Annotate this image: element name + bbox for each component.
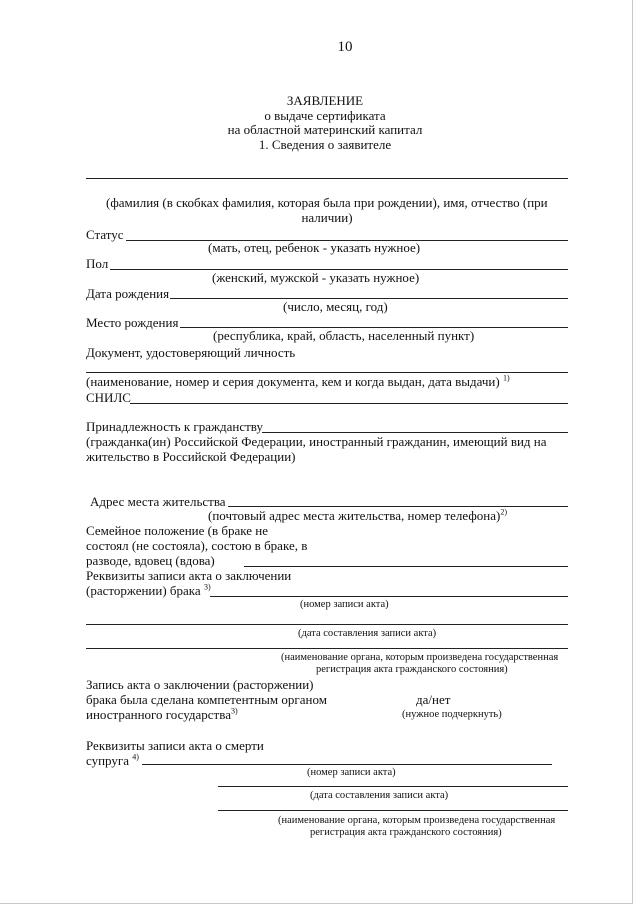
id-doc-hint: (наименование, номер и серия документа, кем и когда выдан, дата выдачи) $^{1)}$ [86,373,510,389]
id-doc-label: Документ, удостоверяющий личность [86,345,296,360]
sex-label: Пол [86,256,109,271]
fio-hint-1: (фамилия (в скобках фамилия, которая была при рождении), имя, отчество (при [106,195,548,210]
underline-hint: (нужное подчеркнуть) [402,709,502,720]
foreign-label-3: иностранного государства$^{3)}$ [86,706,238,722]
page-number: 10 [337,39,353,55]
death-date-hint: (дата составления записи акта) [310,790,449,801]
marital-label-2: состоял (не состояла), состою в браке, в [86,538,308,553]
fio-hint-2: наличии) [301,210,353,225]
document-subtitle-1: о выдаче сертификата [264,108,386,123]
foreign-label-1: Запись акта о заключении (расторжении) [86,677,314,692]
death-organ-hint-1: (наименование органа, которым произведена государственная [278,815,556,826]
death-organ-line[interactable] [218,810,568,811]
birth-place-label: Место рождения [86,315,179,330]
marital-label-3: разводе, вдовец (вдова) [86,553,215,568]
marriage-record-number-line[interactable] [210,596,568,597]
snils-label: СНИЛС [86,390,131,405]
citizenship-line[interactable] [262,432,568,433]
death-record-label-2: супруга $^{4)}$ [86,752,139,768]
footnote-3: 3) [203,582,211,592]
footnote-1: 1) [502,373,510,383]
document-subtitle-2: на областной материнский капитал [227,122,423,137]
address-label: Адрес места жительства [90,494,226,509]
foreign-label-2: брака была сделана компетентным органом [86,692,327,707]
marital-label-1: Семейное положение (в браке не [86,523,268,538]
status-label: Статус [86,227,124,242]
address-line[interactable] [228,506,568,507]
footnote-2: 2) [500,507,507,517]
birth-date-label: Дата рождения [86,286,170,301]
death-record-label-1: Реквизиты записи акта о смерти [86,738,264,753]
address-hint: (почтовый адрес места жительства, номер телефона)$^{2)}$ [208,507,507,523]
status-hint: (мать, отец, ребенок - указать нужное) [208,240,421,255]
death-record-number-line[interactable] [142,764,552,765]
marriage-record-label-1: Реквизиты записи акта о заключении [86,568,292,583]
birth-place-hint: (республика, край, область, населенный пункт) [213,328,475,343]
sex-hint: (женский, мужской - указать нужное) [212,270,420,285]
marriage-record-label-2: (расторжении) брака $^{3)}$ [86,582,211,598]
record-number-hint: (номер записи акта) [300,599,389,610]
footnote-4: 4) [132,752,139,762]
marriage-organ-line[interactable] [86,648,568,649]
death-organ-hint-2: регистрация акта гражданского состояния) [310,827,502,838]
death-record-date-line[interactable] [218,786,568,787]
citizenship-hint-2: жительство в Российской Федерации) [86,449,296,464]
yes-no-choice[interactable]: да/нет [416,692,451,707]
section-heading: 1. Сведения о заявителе [258,137,392,152]
marriage-record-date-line[interactable] [86,624,568,625]
birth-date-hint: (число, месяц, год) [283,299,388,314]
document-title: ЗАЯВЛЕНИЕ [286,93,364,108]
footnote-3b: 3) [230,706,238,716]
id-doc-line[interactable] [86,372,568,373]
record-date-hint: (дата составления записи акта) [298,628,437,639]
citizenship-hint-1: (гражданка(ин) Российской Федерации, иностранный гражданин, имеющий вид на [86,434,547,449]
citizenship-label: Принадлежность к гражданству [86,419,263,434]
marital-line[interactable] [244,566,568,567]
snils-line[interactable] [130,403,568,404]
organ-hint-2: регистрация акта гражданского состояния) [316,664,508,675]
organ-hint-1: (наименование органа, которым произведена государственная [281,652,559,663]
fio-line[interactable] [86,178,568,179]
death-number-hint: (номер записи акта) [307,767,396,778]
